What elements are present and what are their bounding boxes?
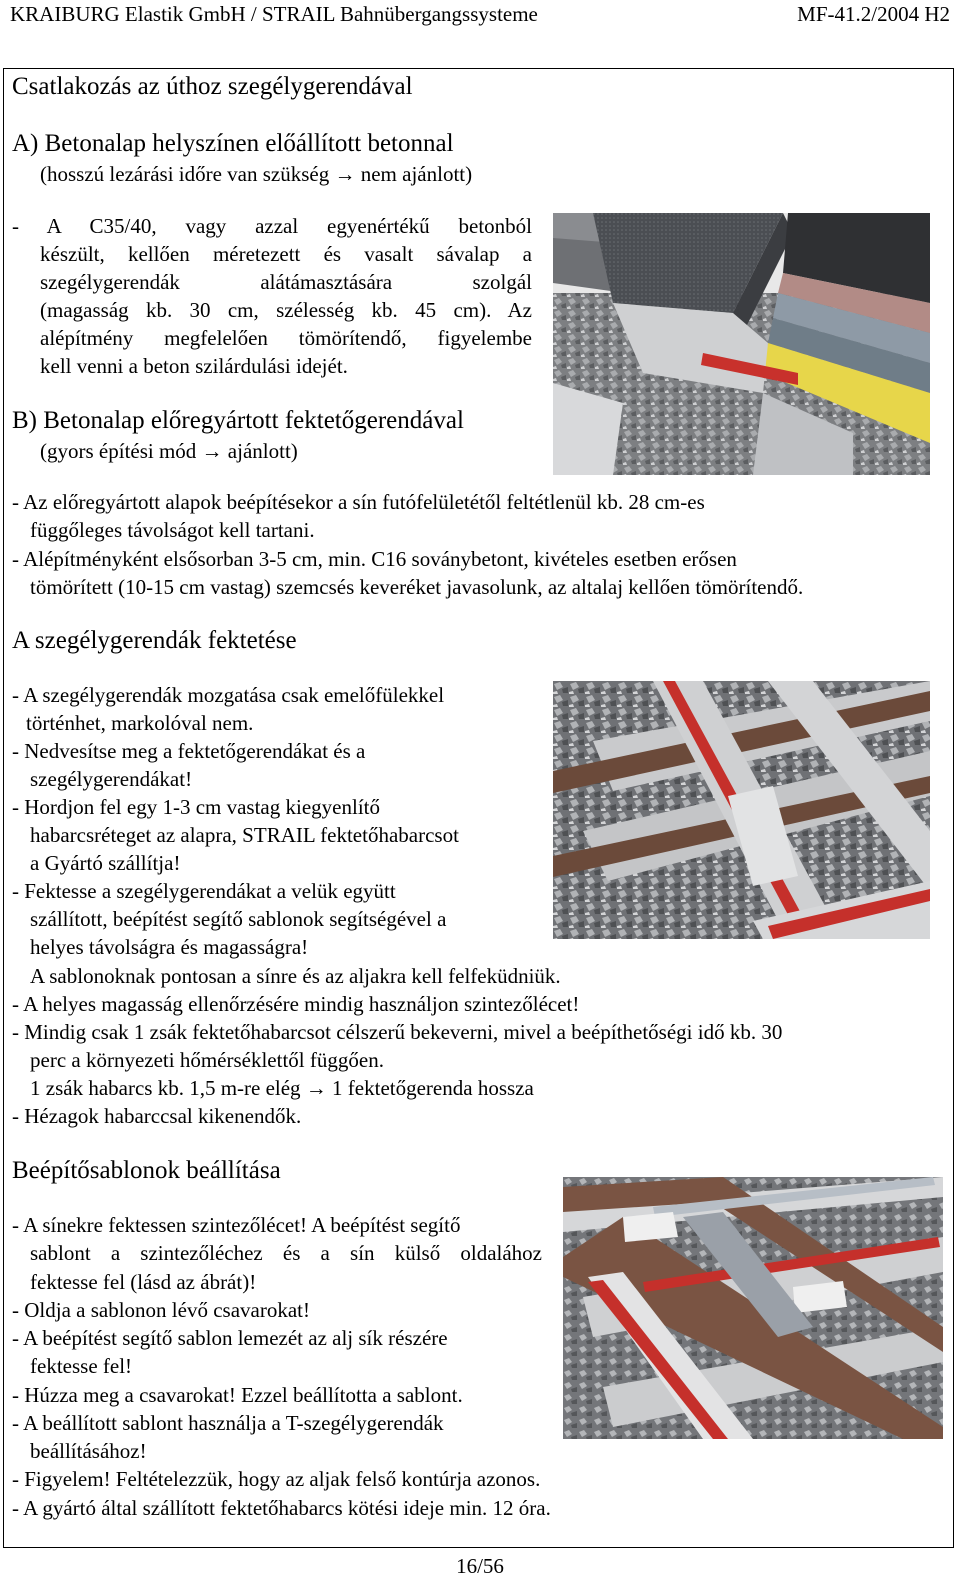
templates-line-5: - A beépítést segítő sablon lemezét az alj sík részére <box>12 1326 448 1350</box>
section-title-laying: A szegélygerendák fektetése <box>12 627 297 654</box>
laying-line-13: - Mindig csak 1 zsák fektetőhabarcsot célszerű bekeverni, mivel a beépíthetőségi idő kb. 30 <box>12 1020 783 1044</box>
templates-line-7: - Húzza meg a csavarokat! Ezzel beállította a sablont. <box>12 1383 463 1407</box>
templates-line-10: - Figyelem! Feltételezzük, hogy az aljak felső kontúrja azonos. <box>12 1467 541 1491</box>
a-line-1: - A C35/40, vagy azzal egyenértékű betonból <box>12 214 532 238</box>
laying-line-3: - Nedvesítse meg a fektetőgerendákat és a <box>12 739 366 763</box>
page-header <box>10 0 950 28</box>
a-line-3: szegélygerendák alátámasztására szolgál <box>40 270 532 294</box>
laying-line-14: perc a környezeti hőmérséklettől függően. <box>30 1048 384 1072</box>
laying-line-9: szállított, beépítést segítő sablonok segítségével a <box>30 907 447 931</box>
section-title-road-connection: Csatlakozás az úthoz szegélygerendával <box>12 73 413 100</box>
b-line-1: - Az előregyártott alapok beépítésekor a sín futófelületétől feltétlenül kb. 28 cm-es <box>12 490 705 514</box>
a-line-5: alépítmény megfelelően tömörítendő, figyelembe <box>40 326 532 350</box>
laying-line-5: - Hordjon fel egy 1-3 cm vastag kiegyenlítő <box>12 795 380 819</box>
heading-a-sub: (hosszú lezárási időre van szükség → nem ajánlott) <box>40 162 473 186</box>
templates-line-11: - A gyártó által szállított fektetőhabarcs kötési ideje min. 12 óra. <box>12 1496 551 1520</box>
templates-line-9: beállításához! <box>30 1439 147 1463</box>
templates-line-2: sablont a szintezőléchez és a sín külső oldalához <box>30 1241 542 1265</box>
laying-line-6: habarcsréteget az alapra, STRAIL fektetőhabarcsot <box>30 823 459 847</box>
laying-line-12: - A helyes magasság ellenőrzésére mindig használjon szintezőlécet! <box>12 992 580 1016</box>
templates-line-4: - Oldja a sablonon lévő csavarokat! <box>12 1298 310 1322</box>
heading-b: B) Betonalap előregyártott fektetőgerendával <box>12 407 464 434</box>
header-doc-id: MF-41.2/2004 H2 <box>797 2 950 26</box>
section-title-templates: Beépítősablonok beállítása <box>12 1157 281 1184</box>
header-company: KRAIBURG Elastik GmbH / STRAIL Bahnübergangssysteme <box>10 2 538 26</box>
templates-line-6: fektesse fel! <box>30 1354 133 1378</box>
page-number: 16/56 <box>456 1554 504 1578</box>
laying-line-1: - A szegélygerendák mozgatása csak emelőfülekkel <box>12 683 445 707</box>
heading-b-sub: (gyors építési mód → ajánlott) <box>40 439 298 463</box>
laying-line-2: történhet, markolóval nem. <box>26 711 254 735</box>
a-line-6: kell venni a beton szilárdulási idejét. <box>40 354 348 378</box>
laying-line-10: helyes távolságra és magasságra! <box>30 935 309 959</box>
a-line-4: (magasság kb. 30 cm, szélesség kb. 45 cm). Az <box>40 298 532 322</box>
edge-beam-laying-render-image <box>553 681 930 939</box>
b-line-2: függőleges távolságot kell tartani. <box>30 518 315 542</box>
templates-line-1: - A sínekre fektessen szintezőlécet! A beépítést segítő <box>12 1213 461 1237</box>
b-line-3: - Alépítményként elsősorban 3-5 cm, min. C16 soványbetont, kivételes esetben erősen <box>12 547 737 571</box>
heading-a: A) Betonalap helyszínen előállított betonnal <box>12 130 454 157</box>
laying-line-8: - Fektesse a szegélygerendákat a velük együtt <box>12 879 396 903</box>
laying-line-4: szegélygerendákat! <box>30 767 193 791</box>
laying-line-11: A sablonoknak pontosan a sínre és az aljakra kell felfeküdniük. <box>30 964 561 988</box>
laying-line-15: 1 zsák habarcs kb. 1,5 m-re elég → 1 fektetőgerenda hossza <box>30 1076 534 1100</box>
b-line-4: tömörített (10-15 cm vastag) szemcsés keveréket javasolunk, az altalaj kellően tömörítendő. <box>30 575 804 599</box>
installation-template-render-image <box>563 1177 943 1439</box>
templates-line-8: - A beállított sablont használja a T-szegélygerendák <box>12 1411 444 1435</box>
a-line-2: készült, kellően méretezett és vasalt sávalap a <box>40 242 532 266</box>
road-connection-render-image <box>553 213 930 475</box>
templates-line-3: fektesse fel (lásd az ábrát)! <box>30 1270 257 1294</box>
laying-line-16: - Hézagok habarccsal kikenendők. <box>12 1104 302 1128</box>
laying-line-7: a Gyártó szállítja! <box>30 851 181 875</box>
